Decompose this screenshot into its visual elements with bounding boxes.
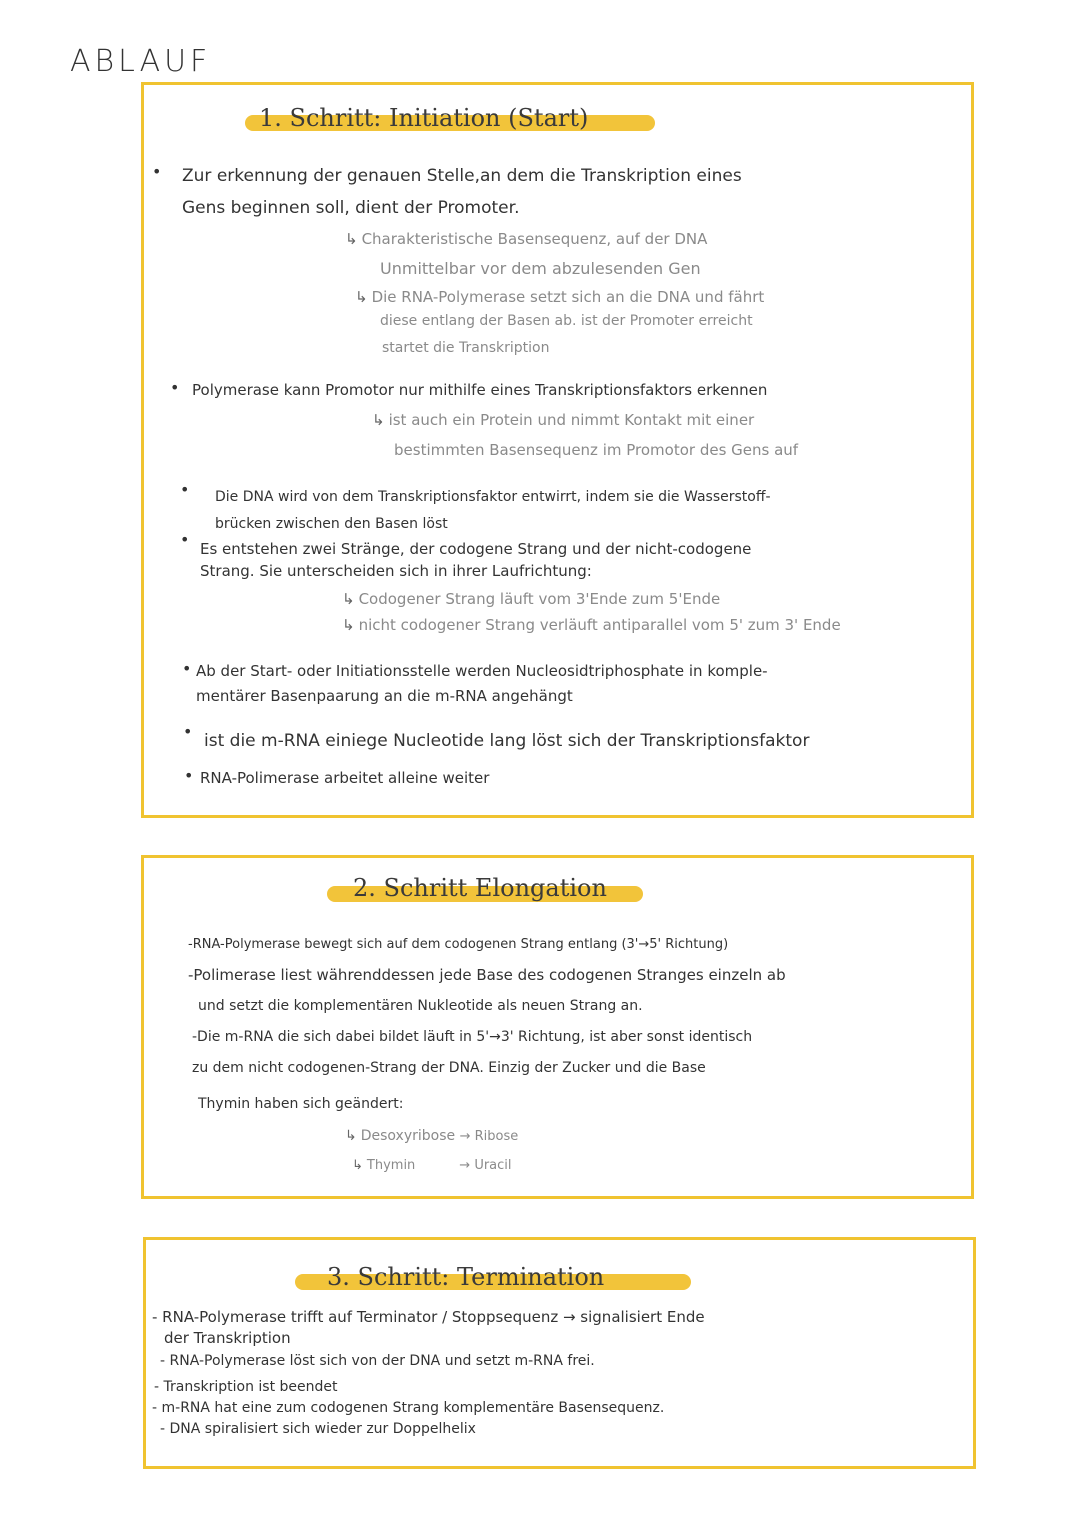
step1-b1-line1: Zur erkennung der genauen Stelle,an dem die Transkription eines — [182, 166, 742, 186]
bullet-dot: • — [180, 480, 190, 499]
step2-line6: Thymin haben sich geändert: — [198, 1096, 404, 1112]
step2-line2: -Polimerase liest währenddessen jede Base des codogenen Stranges einzeln ab — [188, 966, 786, 984]
step1-b4-sub2-text: nicht codogener Strang verläuft antiparallel vom 5' zum 3' Ende — [358, 616, 841, 634]
bullet-dot: • — [183, 722, 193, 741]
step3-line3: - RNA-Polymerase löst sich von der DNA und setzt m-RNA frei. — [160, 1353, 595, 1369]
step1-b3-line1: Die DNA wird von dem Transkriptionsfaktor entwirrt, indem sie die Wasserstoff- — [215, 489, 771, 505]
step3-line6: - DNA spiralisiert sich wieder zur Doppelhelix — [160, 1421, 476, 1437]
step2-heading-wrap — [327, 874, 607, 902]
step2-sub2-b: → Uracil — [459, 1158, 512, 1173]
step1-b4-sub2 — [342, 616, 841, 634]
step2-sub1-a: Desoxyribose — [360, 1128, 456, 1144]
step1-b1-sub2-line2: diese entlang der Basen ab. ist der Promoter erreicht — [380, 313, 753, 329]
step2-line4: -Die m-RNA die sich dabei bildet läuft in 5'→3' Richtung, ist aber sonst identisch — [192, 1029, 753, 1045]
arrow-icon: ↳ — [342, 590, 355, 608]
arrow-icon: ↳ — [345, 230, 358, 248]
bullet-dot: • — [184, 766, 194, 785]
step3-heading-wrap — [295, 1263, 605, 1291]
step2-line3: und setzt die komplementären Nukleotide als neuen Strang an. — [198, 998, 643, 1014]
step2-box — [141, 855, 974, 1199]
bullet-dot: • — [170, 378, 180, 397]
step1-heading-wrap — [245, 104, 589, 132]
bullet-dot: • — [152, 162, 162, 181]
step1-b1-sub2 — [355, 288, 764, 306]
step1-b4-sub1-text: Codogener Strang läuft vom 3'Ende zum 5'Ende — [358, 590, 721, 608]
page-title: ABLAUF — [70, 44, 212, 79]
step1-b2-line1: Polymerase kann Promotor nur mithilfe eines Transkriptionsfaktors erkennen — [192, 381, 768, 399]
step2-sub2 — [352, 1158, 512, 1173]
bullet-dot: • — [180, 530, 190, 549]
step2-sub1-b: → Ribose — [459, 1129, 519, 1144]
arrow-icon: ↳ — [355, 288, 368, 306]
step1-b6-line1: ist die m-RNA einiege Nucleotide lang löst sich der Transkriptionsfaktor — [204, 731, 810, 751]
step3-line4: - Transkription ist beendet — [154, 1379, 338, 1395]
arrow-icon: ↳ — [345, 1128, 357, 1144]
step1-b5-line2: mentärer Basenpaarung an die m-RNA angehängt — [196, 687, 573, 705]
step1-b1-sub2-line1: Die RNA-Polymerase setzt sich an die DNA und fährt — [371, 288, 765, 306]
bullet-dot: • — [182, 659, 192, 678]
step3-heading: 3. Schritt: Termination — [327, 1263, 605, 1291]
step1-b4-line2: Strang. Sie unterscheiden sich in ihrer Laufrichtung: — [200, 562, 592, 580]
step3-line1: - RNA-Polymerase trifft auf Terminator / Stoppsequenz → signalisiert Ende — [152, 1308, 705, 1326]
arrow-icon: ↳ — [342, 616, 355, 634]
step1-b2-sub-line2: bestimmten Basensequenz im Promotor des Gens auf — [394, 441, 799, 459]
step1-b3-line2: brücken zwischen den Basen löst — [215, 516, 448, 532]
step1-b5-line1: Ab der Start- oder Initiationsstelle werden Nucleosidtriphosphate in komple- — [196, 662, 768, 680]
arrow-icon: ↳ — [352, 1158, 363, 1173]
step1-b1-sub2-line3: startet die Transkription — [382, 340, 550, 356]
step1-b1-sub1 — [345, 230, 707, 248]
step1-b7-line1: RNA-Polimerase arbeitet alleine weiter — [200, 769, 490, 787]
step2-sub1 — [345, 1128, 518, 1144]
step1-b2-sub-line1: ist auch ein Protein und nimmt Kontakt mit einer — [388, 411, 755, 429]
step1-b1-sub1-line2: Unmittelbar vor dem abzulesenden Gen — [380, 259, 701, 278]
step2-line5: zu dem nicht codogenen-Strang der DNA. Einzig der Zucker und die Base — [192, 1060, 706, 1076]
step2-heading: 2. Schritt Elongation — [353, 874, 607, 902]
step2-line1: -RNA-Polymerase bewegt sich auf dem codogenen Strang entlang (3'→5' Richtung) — [188, 937, 729, 952]
step2-sub2-a: Thymin — [366, 1158, 416, 1173]
step1-heading: 1. Schritt: Initiation (Start) — [259, 104, 589, 132]
arrow-icon: ↳ — [372, 411, 385, 429]
step1-b2-sub — [372, 411, 754, 429]
step1-b4-line1: Es entstehen zwei Stränge, der codogene Strang und der nicht-codogene — [200, 540, 752, 558]
step1-b1-sub1-line1: Charakteristische Basensequenz, auf der DNA — [361, 230, 708, 248]
step1-b1-line2: Gens beginnen soll, dient der Promoter. — [182, 198, 520, 218]
step3-line2: der Transkription — [164, 1329, 291, 1347]
step3-line5: - m-RNA hat eine zum codogenen Strang komplementäre Basensequenz. — [152, 1400, 665, 1416]
step1-b4-sub1 — [342, 590, 720, 608]
